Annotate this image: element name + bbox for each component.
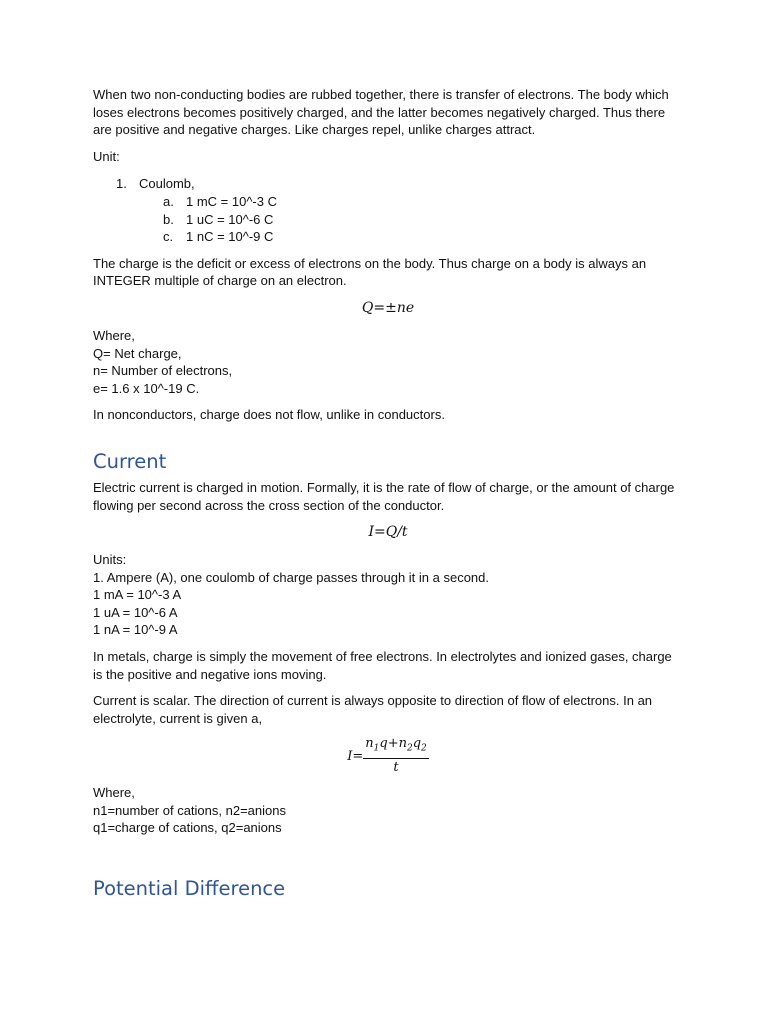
- current-heading: Current: [93, 449, 167, 473]
- where-line: n1=number of cations, n2=anions: [93, 802, 286, 818]
- charge-definition: The charge is the deficit or excess of electrons on the body. Thus charge on a body is always an INTEGER multiple of charge on an electron.: [93, 255, 647, 289]
- sub-list-letter: a.: [163, 193, 174, 209]
- where-line: Q= Net charge,: [93, 345, 182, 361]
- electrolyte-current-equation: [93, 736, 683, 776]
- list-number: 1.: [116, 176, 127, 192]
- fraction-numerator: [363, 736, 429, 759]
- sub-list-text: 1 uC = 10^-6 C: [186, 211, 274, 227]
- equation-lhs: I=: [347, 748, 364, 764]
- potential-difference-heading: Potential Difference: [93, 876, 286, 900]
- unit-label: Unit:: [93, 148, 120, 164]
- sub-list: [93, 193, 683, 246]
- numerator-term: q+n: [379, 736, 407, 752]
- current-where-block: [93, 784, 683, 837]
- units-line: 1 mA = 10^-3 A: [93, 587, 182, 603]
- numerator-term: q: [412, 736, 422, 752]
- document-page: [93, 86, 683, 901]
- fraction-denominator: t: [393, 760, 399, 776]
- units-line: 1 nA = 10^-9 A: [93, 622, 178, 638]
- scalar-paragraph: Current is scalar. The direction of current is always opposite to direction of flow of electrons. In an electrolyte, current is given a,: [93, 693, 653, 726]
- sub-list-item: [93, 211, 683, 229]
- where-block: [93, 327, 683, 397]
- units-line: 1 uA = 10^-6 A: [93, 604, 178, 620]
- where-line: e= 1.6 x 10^-19 C.: [93, 380, 200, 396]
- numerator-term: n: [365, 736, 374, 752]
- where-label: Where,: [93, 785, 135, 801]
- sub-list-item: [93, 228, 683, 246]
- sub-list-text: 1 mC = 10^-3 C: [186, 193, 277, 209]
- units-label: Units:: [93, 552, 127, 568]
- sub-list-item: [93, 193, 683, 211]
- charge-equation: Q=±ne: [361, 299, 415, 316]
- sub-list-text: 1 nC = 10^-9 C: [186, 229, 274, 245]
- metals-paragraph: In metals, charge is simply the movement of free electrons. In electrolytes and ionized gases, charge is the positive and negative ions moving.: [93, 649, 672, 682]
- unit-list: [93, 175, 683, 245]
- nonconductors-paragraph: In nonconductors, charge does not flow, unlike in conductors.: [93, 407, 445, 423]
- where-label: Where,: [93, 327, 135, 343]
- units-line: 1. Ampere (A), one coulomb of charge passes through it in a second.: [93, 569, 490, 585]
- sub-list-letter: c.: [163, 229, 174, 245]
- intro-paragraph: When two non-conducting bodies are rubbed together, there is transfer of electrons. The body which loses electrons becomes positively charged, and the latter becomes negatively charged. Thus there are positive and negative charges. Like charges repel, unlike charges attract.: [93, 87, 669, 138]
- numerator-subscript: 1: [373, 744, 380, 755]
- numerator-subscript: 2: [406, 744, 413, 755]
- current-equation: I=Q/t: [368, 524, 408, 541]
- current-definition: Electric current is charged in motion. Formally, it is the rate of flow of charge, or the amount of charge flowing per second across the cross section of the conductor.: [93, 479, 675, 513]
- equation-fraction: [363, 736, 429, 776]
- where-line: n= Number of electrons,: [93, 363, 233, 379]
- list-item-label: Coulomb,: [139, 176, 195, 192]
- current-units-block: [93, 551, 683, 639]
- list-item: [93, 175, 683, 193]
- numerator-subscript: 2: [421, 744, 427, 755]
- where-line: q1=charge of cations, q2=anions: [93, 820, 282, 836]
- sub-list-letter: b.: [163, 211, 174, 227]
